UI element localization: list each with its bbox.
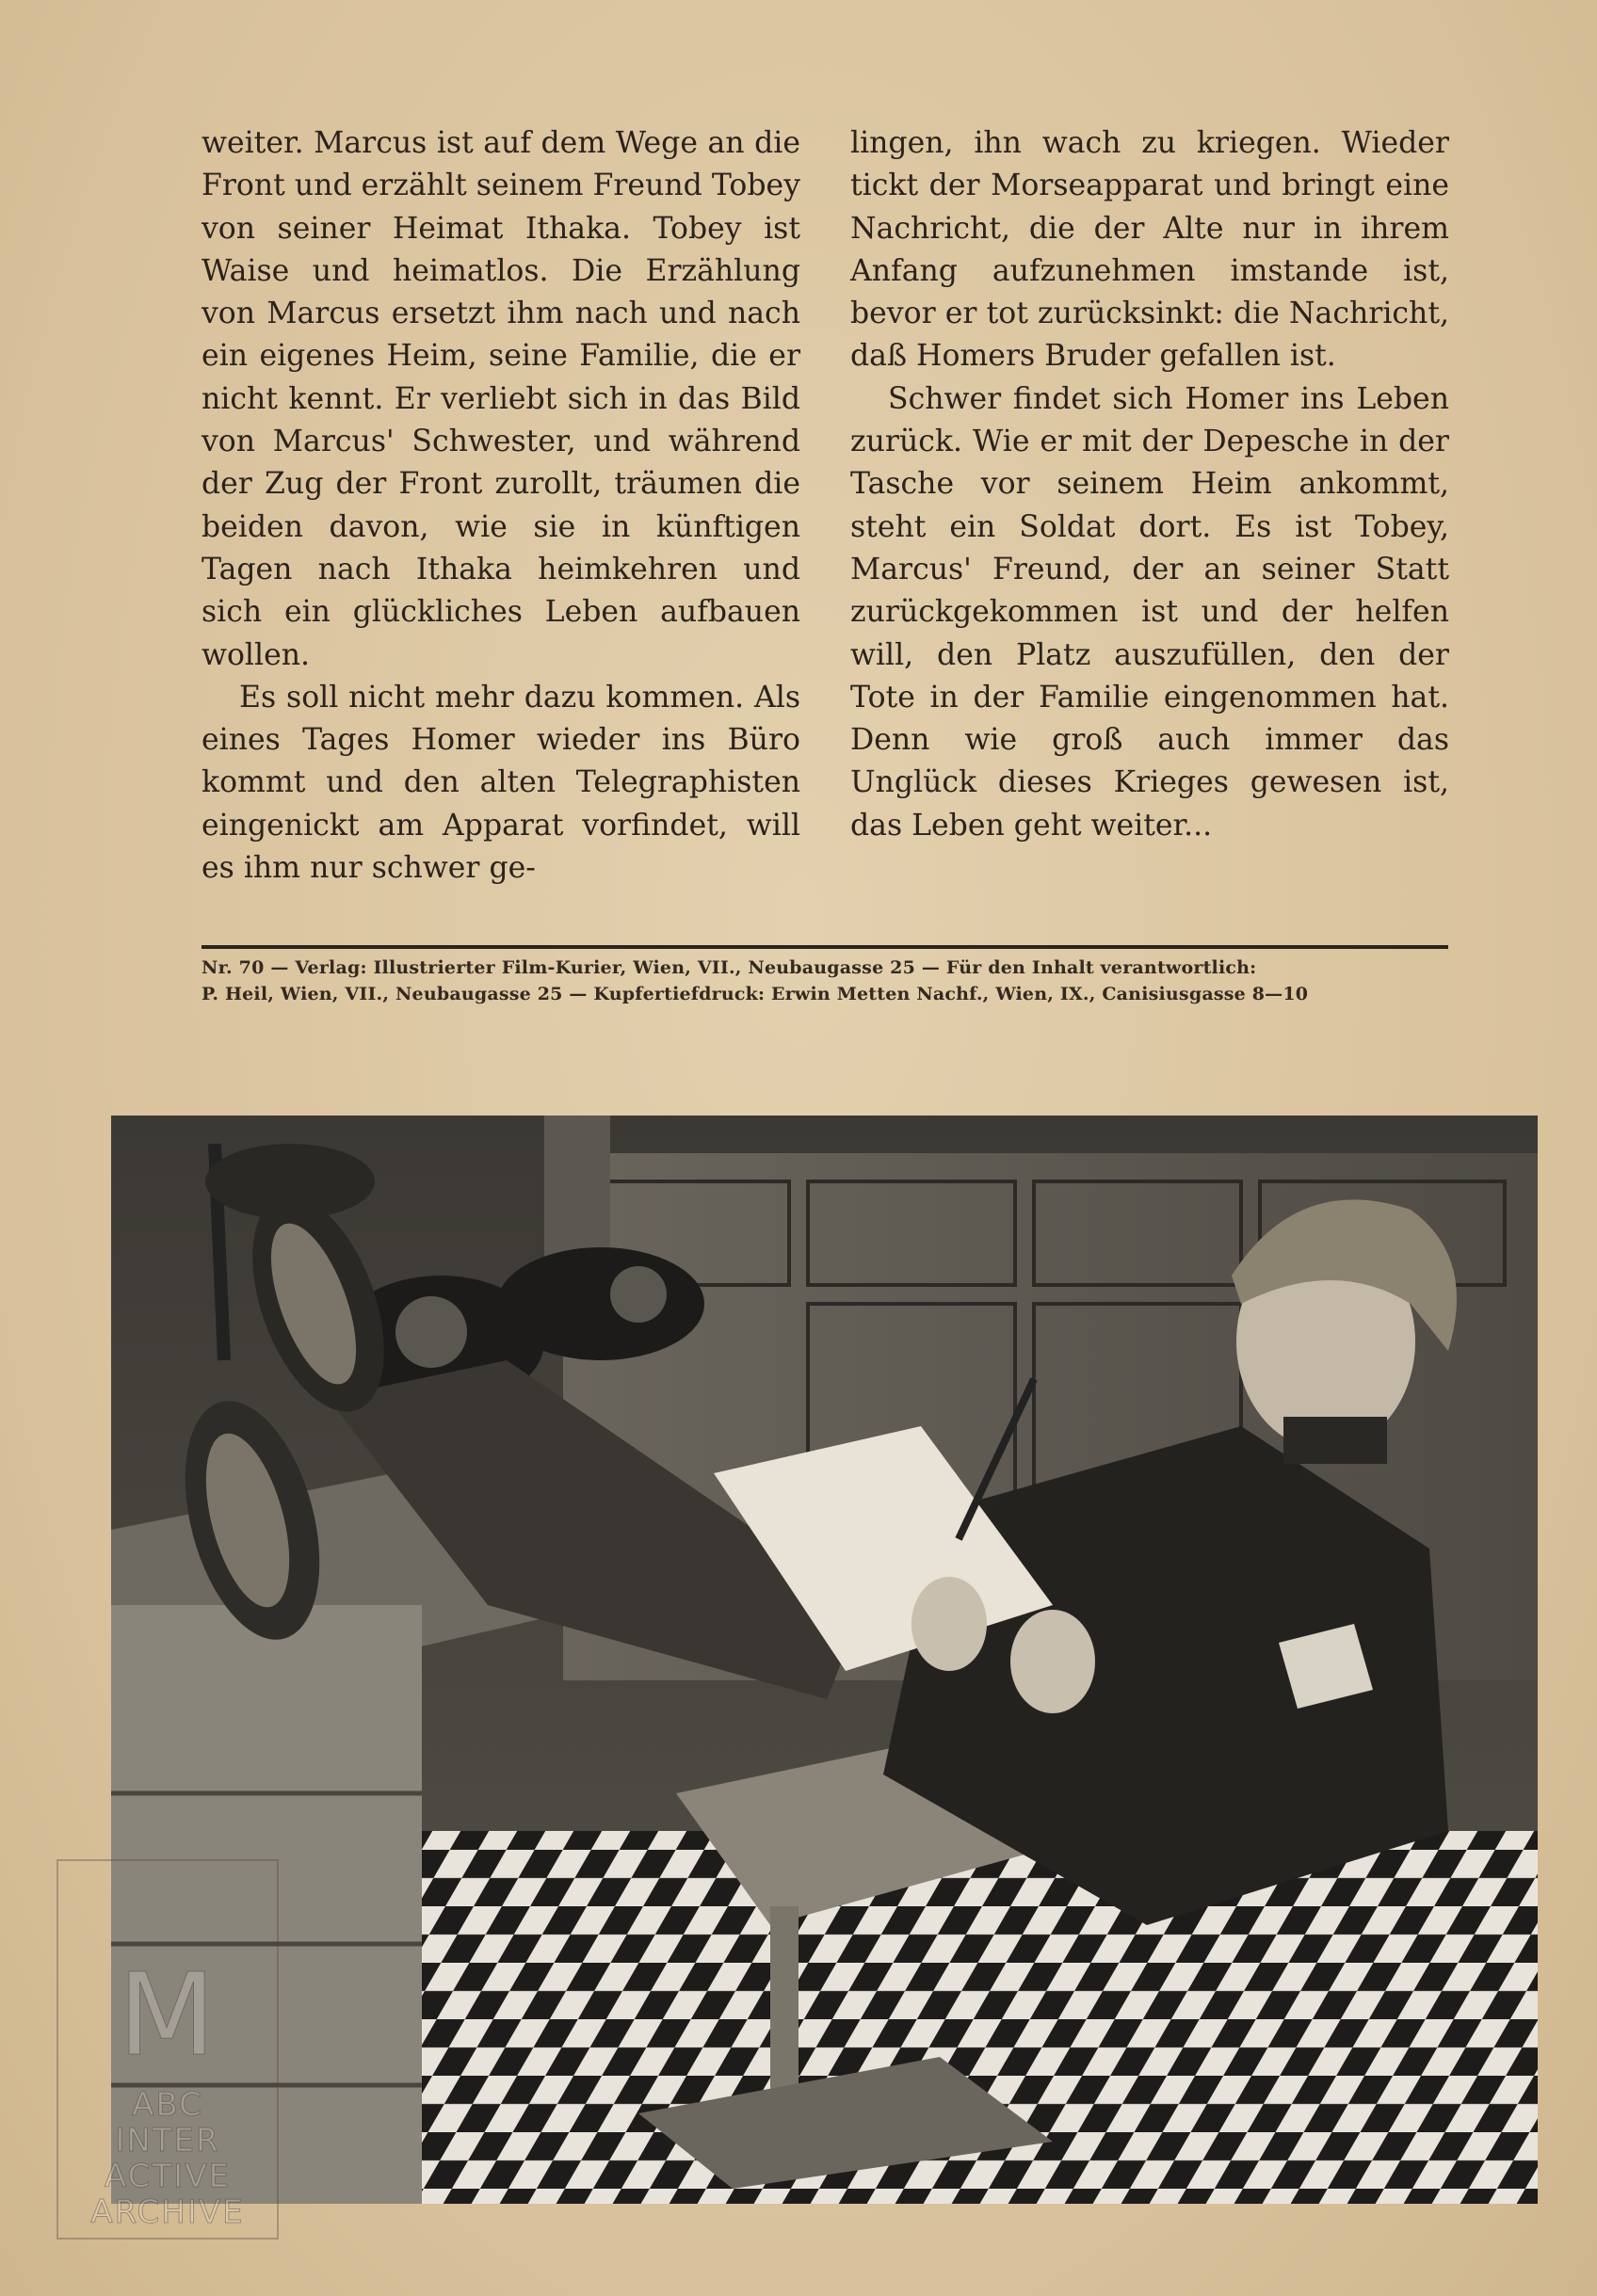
paragraph: Es soll nicht mehr dazu kommen. Als eines Tages Homer wieder ins Büro kommt und den alten Telegraphisten eingenickt am Apparat vorfindet, will es ihm nur schwer ge- [202,680,800,886]
article-column-right [850,122,1449,847]
archive-watermark-logo [56,1859,279,2240]
watermark-text: M ABC INTER ACTIVE ARCHIVE [90,1951,245,2231]
film-still-photo [111,1116,1538,2204]
article-column-left [202,122,800,890]
imprint-line: Nr. 70 — Verlag: Illustrierter Film-Kurier, Wien, VII., Neubaugasse 25 — Für den Inhalt verantwortlich: [202,957,1257,978]
paragraph: Schwer findet sich Homer ins Leben zurück. Wie er mit der Depesche in der Tasche vor seinem Heim ankommt, steht ein Soldat dort. Es ist Tobey, Marcus' Freund, der an seiner Statt zurückgekommen ist und der helfen will, den Platz auszufüllen, den der Tote in der Familie eingenommen hat. Denn wie groß auch immer das Unglück dieses Krieges gewesen ist, das Leben geht weiter... [850,381,1449,843]
imprint-line: P. Heil, Wien, VII., Neubaugasse 25 — Kupfertiefdruck: Erwin Metten Nachf., Wien, IX., Canisiusgasse 8—10 [202,984,1309,1004]
paragraph: lingen, ihn wach zu kriegen. Wieder tickt der Morseapparat und bringt eine Nachricht, die der Alte nur in ihrem Anfang aufzunehmen imstande ist, bevor er tot zurücksinkt: die Nachricht, daß Homers Bruder gefallen ist. [850,126,1449,374]
imprint-divider [202,945,1448,949]
imprint [202,955,1448,1007]
paragraph: weiter. Marcus ist auf dem Wege an die Front und erzählt seinem Freund Tobey von seiner Heimat Ithaka. Tobey ist Waise und heimatlos. Die Erzählung von Marcus ersetzt ihm nach und nach ein eigenes Heim, seine Familie, die er nicht kennt. Er verliebt sich in das Bild von Marcus' Schwester, und während der Zug der Front zurollt, träumen die beiden davon, wie sie in künftigen Tagen nach Ithaka heimkehren und sich ein glückliches Leben aufbauen wollen. [202,126,800,672]
